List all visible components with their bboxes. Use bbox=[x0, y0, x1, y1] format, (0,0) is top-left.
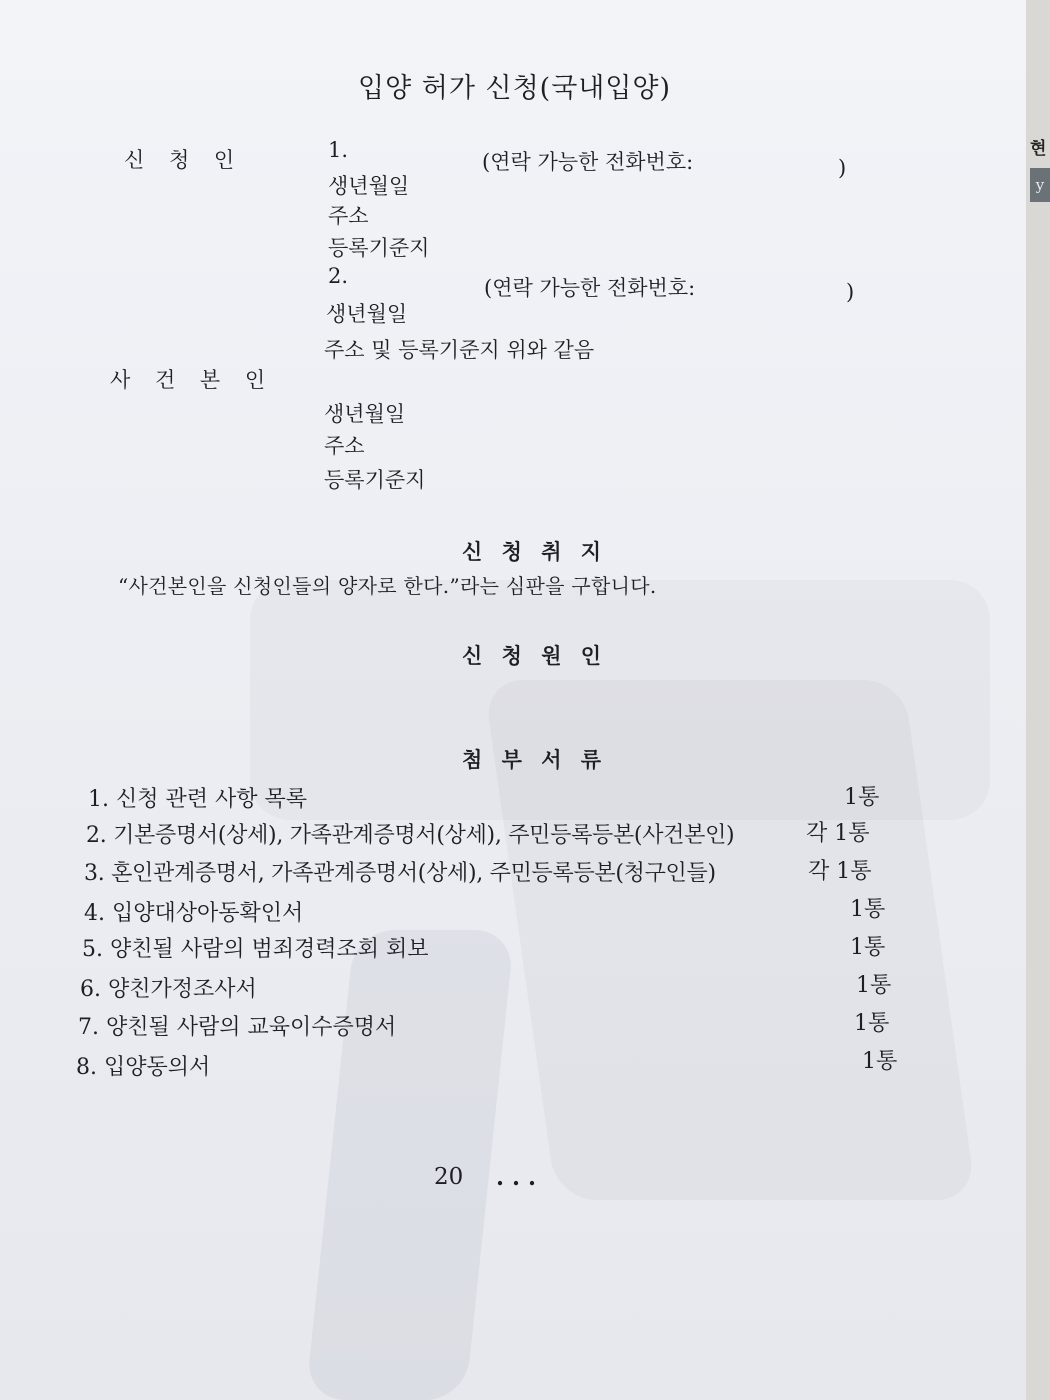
attachment-item-8: 8. 입양동의서 bbox=[76, 1055, 211, 1080]
attachment-count-5: 1통 bbox=[850, 935, 886, 960]
attachment-item-6: 6. 양친가정조사서 bbox=[80, 977, 257, 1002]
attachment-count-3: 각 1통 bbox=[808, 859, 872, 884]
attachment-item-5: 5. 양친될 사람의 범죄경력조회 회보 bbox=[82, 937, 429, 962]
attachment-item-3: 3. 혼인관계증명서, 가족관계증명서(상세), 주민등록등본(청구인들) bbox=[84, 861, 716, 886]
attachment-count-1: 1통 bbox=[844, 785, 880, 810]
attachment-count-2: 각 1통 bbox=[806, 821, 870, 846]
attachment-item-2: 2. 기본증명서(상세), 가족관계증명서(상세), 주민등록등본(사건본인) bbox=[86, 823, 735, 848]
applicant-1-contact: (연락 가능한 전화번호: bbox=[482, 150, 694, 174]
document-title: 입양 허가 신청(국내입양) bbox=[358, 73, 672, 104]
side-page-text: 현 bbox=[1030, 139, 1047, 159]
applicant-1-contact-close: ) bbox=[838, 156, 847, 180]
subject-address: 주소 bbox=[324, 434, 365, 458]
side-tab: y bbox=[1030, 168, 1050, 202]
cause-heading: 신 청 원 인 bbox=[462, 644, 608, 668]
attachment-count-8: 1통 bbox=[862, 1049, 898, 1074]
attachment-item-7: 7. 양친될 사람의 교육이수증명서 bbox=[78, 1015, 397, 1040]
date-dots: . . . bbox=[496, 1164, 537, 1191]
attachments-heading: 첨 부 서 류 bbox=[462, 748, 608, 772]
subject-label: 사 건 본 인 bbox=[110, 368, 275, 392]
applicant-1-address: 주소 bbox=[328, 204, 369, 228]
applicant-2-birth: 생년월일 bbox=[326, 302, 408, 326]
applicant-2-contact-close: ) bbox=[846, 280, 855, 304]
applicant-label: 신 청 인 bbox=[124, 148, 244, 172]
attachment-item-4: 4. 입양대상아동확인서 bbox=[84, 901, 304, 926]
purpose-heading: 신 청 취 지 bbox=[462, 540, 608, 564]
attachment-count-4: 1통 bbox=[850, 897, 886, 922]
applicant-1-birth: 생년월일 bbox=[328, 174, 410, 198]
attachment-count-6: 1통 bbox=[856, 973, 892, 998]
adjacent-page-edge bbox=[1026, 0, 1050, 1400]
applicant-1-number: 1. bbox=[328, 138, 349, 162]
attachment-item-1: 1. 신청 관련 사항 목록 bbox=[88, 787, 307, 812]
purpose-text: “사건본인을 신청인들의 양자로 한다.”라는 심판을 구합니다. bbox=[118, 574, 657, 598]
applicant-2-number: 2. bbox=[328, 264, 349, 288]
applicant-2-contact: (연락 가능한 전화번호: bbox=[484, 276, 696, 300]
subject-birth: 생년월일 bbox=[324, 402, 406, 426]
attachment-count-7: 1통 bbox=[854, 1011, 890, 1036]
subject-registry: 등록기준지 bbox=[324, 468, 426, 492]
applicant-2-same-address: 주소 및 등록기준지 위와 같음 bbox=[324, 338, 595, 362]
applicant-1-registry: 등록기준지 bbox=[328, 236, 430, 260]
date-year: 20 bbox=[434, 1164, 464, 1190]
